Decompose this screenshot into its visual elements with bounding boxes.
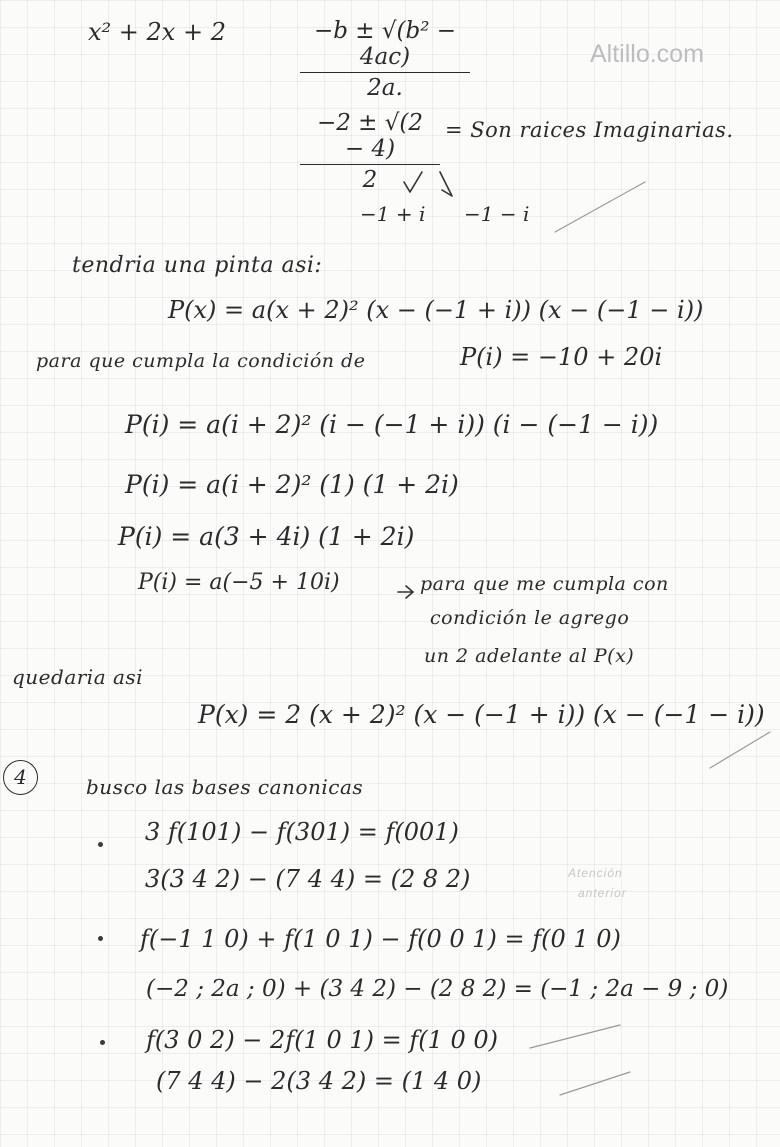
arrow-right-icon [440,172,452,196]
section-heading: busco las bases canonicas [86,775,364,799]
root-2: −1 − i [464,202,530,226]
faint-note-1: Atención [568,866,623,880]
polynomial-form: P(x) = a(x + 2)² (x − (−1 + i)) (x − (−1 − i)) [168,296,704,324]
condition-value: P(i) = −10 + 20i [460,343,663,371]
quadratic-numerator: −b ± √(b² − 4ac) [300,18,470,73]
side-note-1: para que me cumpla con [420,573,669,595]
side-note-2: condición le agrego [430,607,630,629]
quedaria-line: quedaria asi [12,665,144,689]
section-number: 4 [3,760,38,795]
substituted-numerator: −2 ± √(2 − 4) [300,110,440,165]
faint-note-2: anterior [578,886,627,900]
tendria-line: tendria una pinta asi: [72,253,323,278]
watermark: Altillo.com [590,40,704,68]
basis-1-equation: 3 f(101) − f(301) = f(001) [145,818,459,846]
basis-1-result: 3(3 4 2) − (7 4 4) = (2 8 2) [145,865,471,893]
root-1: −1 + i [360,202,426,226]
substituted-denominator: 2 [362,167,378,193]
quadratic-denominator: 2a. [367,75,403,101]
p-i-step-4: P(i) = a(−5 + 10i) [138,570,340,595]
basis-3-equation: f(3 0 2) − 2f(1 0 1) = f(1 0 0) [146,1026,499,1054]
basis-3-result: (7 4 4) − 2(3 4 2) = (1 4 0) [156,1067,482,1095]
side-note-3: un 2 adelante al P(x) [424,645,635,667]
final-polynomial: P(x) = 2 (x + 2)² (x − (−1 + i)) (x − (−1 − i)) [198,700,765,729]
p-i-step-2: P(i) = a(i + 2)² (1) (1 + 2i) [125,470,459,499]
imaginary-roots-note: = Son raices Imaginarias. [445,118,734,142]
p-i-step-3: P(i) = a(3 + 4i) (1 + 2i) [118,522,415,551]
p-i-step-1: P(i) = a(i + 2)² (i − (−1 + i)) (i − (−1 − i)) [125,410,659,439]
arrow-icon [398,586,413,598]
basis-2-result: (−2 ; 2a ; 0) + (3 4 2) − (2 8 2) = (−1 ; 2a − 9 ; 0) [146,976,729,1002]
condition-text: para que cumpla la condición de [36,350,366,372]
polynomial: x² + 2x + 2 [88,18,226,46]
arrow-left-icon [404,172,422,192]
basis-2-equation: f(−1 1 0) + f(1 0 1) − f(0 0 1) = f(0 1 0) [140,925,621,953]
